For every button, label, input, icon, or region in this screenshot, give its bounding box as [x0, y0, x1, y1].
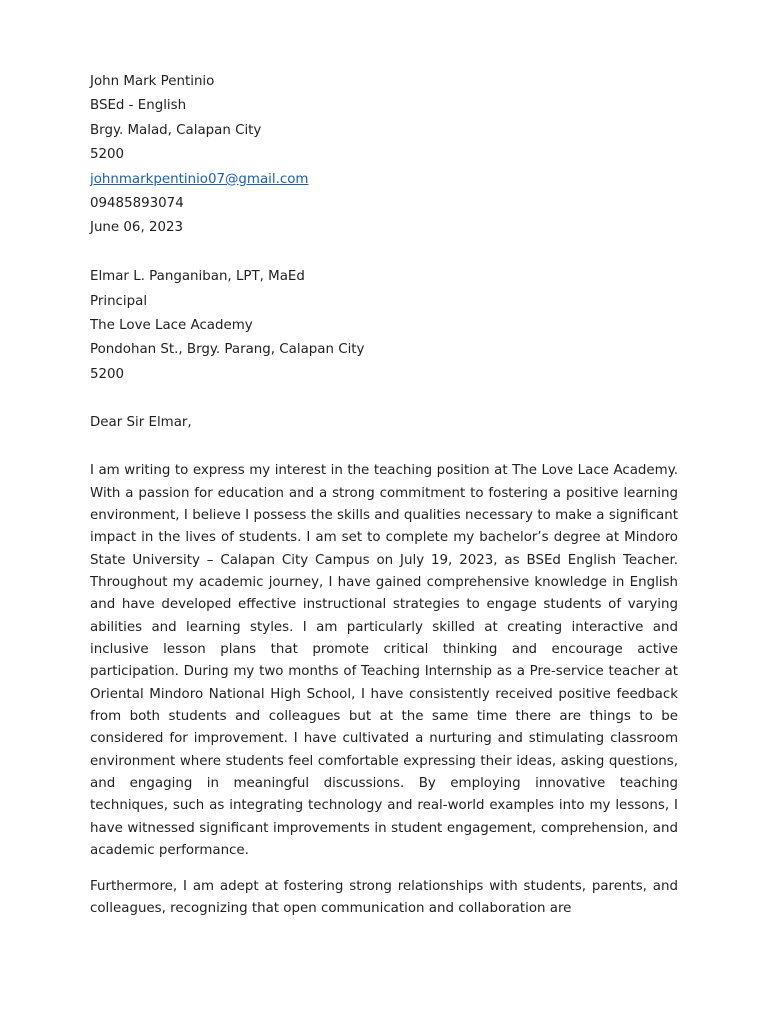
- body-paragraph-2: Furthermore, I am adept at fostering strong relationships with students, parents, and colleagues, recognizing that open communication and collaboration are: [90, 878, 678, 917]
- body-paragraph-1: I am writing to express my interest in the teaching position at The Love Lace Academy. With a passion for education and a strong commitment to fostering a positive learning environment, I believe I possess the skills and qualities necessary to make a significant impact in the lives of students. I am set to complete my bachelor’s degree at Mindoro State University – Calapan City Campus on July 19, 2023, as BSEd English Teacher. Throughout my academic journey, I have gained comprehensive knowledge in English and have developed effective instructional strategies to engage students of varying abilities and learning styles. I am particularly skilled at creating interactive and inclusive lesson plans that promote critical thinking and encourage active participation. During my two months of Teaching Internship as a Pre-service teacher at Oriental Mindoro National High School, I have consistently received positive feedback from both students and colleagues but at the same time there are things to be considered for improvement. I have cultivated a nurturing and stimulating classroom environment where students feel comfortable expressing their ideas, asking questions, and engaging in meaningful discussions. By employing innovative teaching techniques, such as integrating technology and real-world examples into my lessons, I have witnessed significant improvements in student engagement, comprehension, and academic performance.: [90, 463, 678, 859]
- recipient-school: The Love Lace Academy: [90, 317, 253, 333]
- recipient-block: [90, 265, 678, 387]
- sender-zip: 5200: [90, 147, 125, 163]
- sender-name: John Mark Pentinio: [90, 74, 215, 89]
- recipient-title: Principal: [90, 293, 148, 309]
- salutation: Dear Sir Elmar,: [90, 415, 192, 431]
- sender-degree: BSEd - English: [90, 98, 187, 114]
- letter-date: June 06, 2023: [90, 220, 184, 236]
- sender-block: [90, 70, 678, 241]
- recipient-zip: 5200: [90, 366, 125, 382]
- recipient-address: Pondohan St., Brgy. Parang, Calapan City: [90, 342, 365, 358]
- sender-email-line: [90, 168, 678, 192]
- cover-letter-page: [90, 70, 678, 934]
- recipient-name: Elmar L. Panganiban, LPT, MaEd: [90, 269, 305, 285]
- spacer: [90, 387, 678, 411]
- spacer: [90, 241, 678, 265]
- sender-email-link[interactable]: johnmarkpentinio07@gmail.com: [90, 171, 309, 187]
- sender-phone: 09485893074: [90, 195, 184, 211]
- spacer: [90, 436, 678, 460]
- sender-address: Brgy. Malad, Calapan City: [90, 122, 262, 138]
